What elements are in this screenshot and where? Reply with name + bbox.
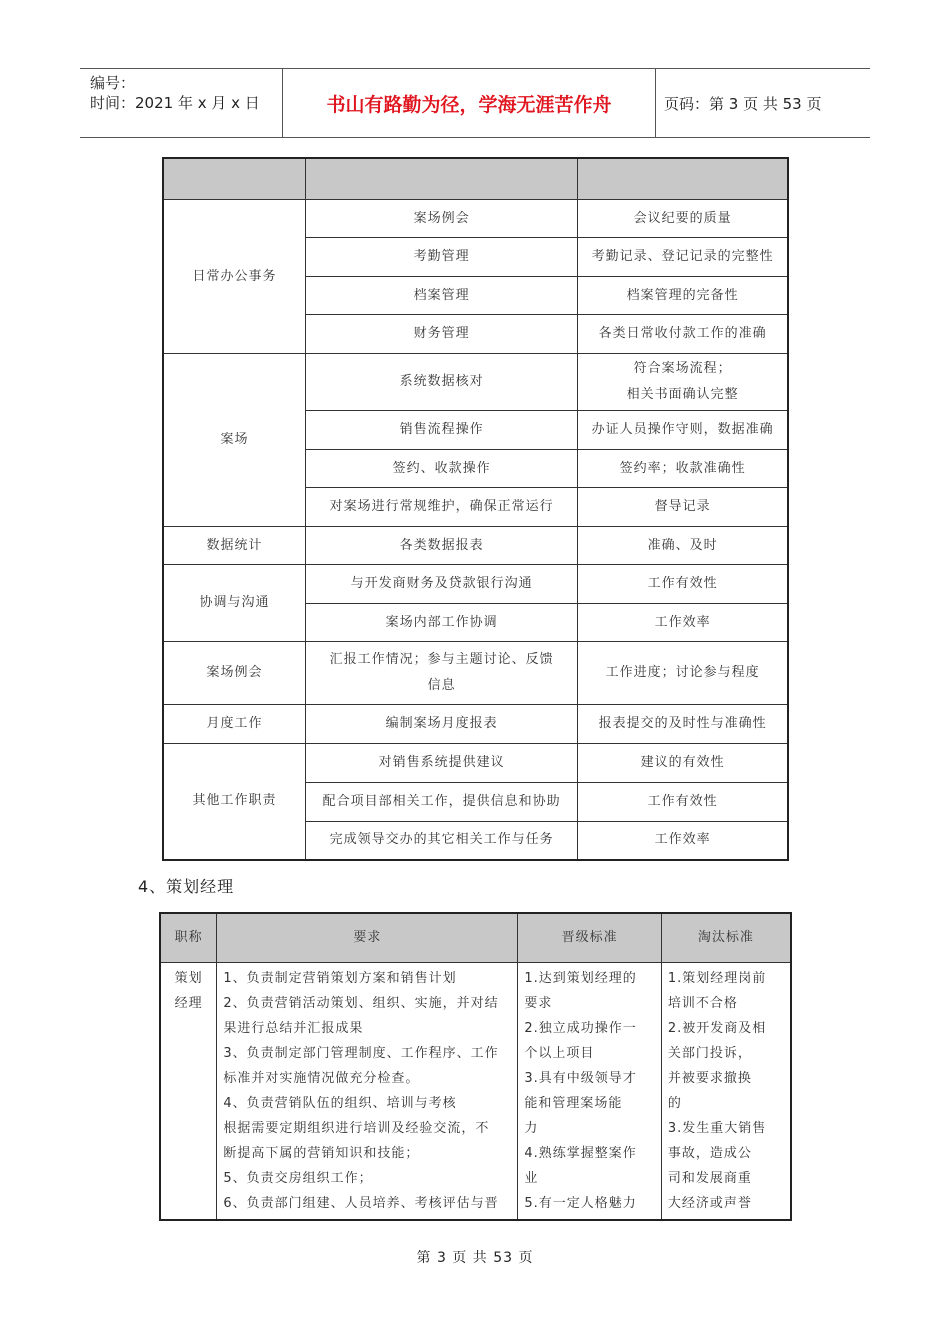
promotion-line: 能和管理案场能 — [524, 1096, 623, 1111]
task-cell: 销售流程操作 — [306, 411, 578, 450]
table-row — [163, 642, 788, 705]
task-cell: 考勤管理 — [306, 238, 578, 277]
requirement-line: 1、负责制定营销策划方案和销售计划 — [223, 971, 457, 986]
task-cell: 签约、收款操作 — [306, 450, 578, 488]
standard-cell — [578, 354, 788, 411]
promotion-line: 3.具有中级领导才 — [524, 1071, 637, 1086]
task-cell: 对案场进行常规维护，确保正常运行 — [306, 488, 578, 527]
standard-cell: 准确、及时 — [578, 527, 788, 565]
document-date: 时间：2021 年 x 月 x 日 — [90, 94, 260, 112]
standard-cell: 工作进度；讨论参与程度 — [578, 642, 788, 705]
page-footer: 第 3 页 共 53 页 — [416, 1250, 534, 1266]
requirement-line: 2、负责营销活动策划、组织、实施，并对结 — [223, 996, 499, 1011]
task-cell: 财务管理 — [306, 315, 578, 354]
duty-table — [162, 157, 789, 861]
requirement-line: 4、负责营销队伍的组织、培训与考核 — [223, 1096, 457, 1111]
elimination-cell — [661, 963, 791, 1221]
requirement-line: 6、负责部门组建、人员培养、考核评估与晋 — [223, 1196, 499, 1211]
task-cell: 配合项目部相关工作，提供信息和协助 — [306, 783, 578, 822]
category-cell: 案场例会 — [163, 642, 306, 705]
elimination-line: 关部门投诉， — [667, 1046, 752, 1061]
task-cell: 系统数据核对 — [306, 354, 578, 411]
task-cell: 各类数据报表 — [306, 527, 578, 565]
category-cell: 案场 — [163, 354, 306, 527]
standard-line: 符合案场流程； — [633, 361, 732, 376]
requirement-line: 果进行总结并汇报成果 — [223, 1021, 364, 1036]
standard-cell: 档案管理的完备性 — [578, 277, 788, 315]
promotion-line: 5.有一定人格魅力 — [524, 1196, 637, 1211]
header-cell — [306, 158, 578, 200]
standard-cell: 考勤记录、登记记录的完整性 — [578, 238, 788, 277]
planning-manager-table — [159, 912, 792, 1221]
promotion-line: 1.达到策划经理的 — [524, 971, 637, 986]
promotion-line: 个以上项目 — [524, 1046, 595, 1061]
task-cell: 编制案场月度报表 — [306, 705, 578, 744]
task-cell: 档案管理 — [306, 277, 578, 315]
elimination-line: 1.策划经理岗前 — [667, 971, 767, 986]
header-cell: 要求 — [217, 913, 518, 963]
standard-cell: 建议的有效性 — [578, 744, 788, 783]
table-row — [163, 744, 788, 783]
requirement-line: 5、负责交房组织工作； — [223, 1171, 373, 1186]
table-row — [163, 200, 788, 238]
document-number-label: 编号： — [90, 74, 136, 92]
promotion-cell — [518, 963, 662, 1221]
table-row — [163, 705, 788, 744]
elimination-line: 并被要求撤换 — [667, 1071, 752, 1086]
planning-table-header — [160, 913, 791, 963]
standard-cell: 督导记录 — [578, 488, 788, 527]
header-cell: 淘汰标准 — [661, 913, 791, 963]
promotion-line: 4.熟练掌握整案作 — [524, 1146, 637, 1161]
standard-cell: 工作有效性 — [578, 783, 788, 822]
header-cell — [578, 158, 788, 200]
promotion-line: 2.独立成功操作一 — [524, 1021, 637, 1036]
standard-cell: 办证人员操作守则，数据准确 — [578, 411, 788, 450]
category-cell: 其他工作职责 — [163, 744, 306, 860]
requirement-line: 断提高下属的营销知识和技能； — [223, 1146, 420, 1161]
title-line: 经理 — [174, 996, 203, 1011]
promotion-line: 力 — [524, 1121, 539, 1136]
task-cell: 案场内部工作协调 — [306, 604, 578, 642]
header-cell: 职称 — [160, 913, 217, 963]
category-cell: 月度工作 — [163, 705, 306, 744]
standard-cell: 工作效率 — [578, 604, 788, 642]
section-title: 4、策划经理 — [138, 877, 235, 896]
task-cell: 案场例会 — [306, 200, 578, 238]
standard-cell: 会议纪要的质量 — [578, 200, 788, 238]
page-header — [80, 68, 870, 138]
standard-line: 相关书面确认完整 — [626, 387, 739, 402]
task-cell: 完成领导交办的其它相关工作与任务 — [306, 822, 578, 860]
table-row — [163, 527, 788, 565]
elimination-line: 的 — [667, 1096, 682, 1111]
title-line: 策划 — [174, 971, 203, 986]
requirements-cell — [217, 963, 518, 1221]
table-row — [160, 963, 791, 1221]
promotion-line: 要求 — [524, 996, 553, 1011]
standard-cell: 工作效率 — [578, 822, 788, 860]
category-cell: 日常办公事务 — [163, 200, 306, 354]
duty-table-header — [163, 158, 788, 200]
promotion-line: 业 — [524, 1171, 539, 1186]
title-cell — [160, 963, 217, 1221]
requirement-line: 3、负责制定部门管理制度、工作程序、工作 — [223, 1046, 499, 1061]
header-motto: 书山有路勤为径，学海无涯苦作舟 — [283, 69, 656, 137]
elimination-line: 大经济或声誉 — [667, 1196, 752, 1211]
elimination-line: 事故，造成公 — [667, 1146, 752, 1161]
header-page-info: 页码：第 3 页 共 53 页 — [664, 94, 822, 113]
standard-cell: 签约率；收款准确性 — [578, 450, 788, 488]
requirement-line: 标准并对实施情况做充分检查。 — [223, 1071, 420, 1086]
task-cell: 汇报工作情况；参与主题讨论、反馈信息 — [306, 642, 578, 705]
header-cell: 晋级标准 — [518, 913, 662, 963]
standard-cell: 工作有效性 — [578, 565, 788, 604]
task-cell: 与开发商财务及贷款银行沟通 — [306, 565, 578, 604]
header-cell — [163, 158, 306, 200]
category-cell: 数据统计 — [163, 527, 306, 565]
standard-cell: 各类日常收付款工作的准确 — [578, 315, 788, 354]
table-row — [163, 565, 788, 604]
elimination-line: 3.发生重大销售 — [667, 1121, 767, 1136]
elimination-line: 培训不合格 — [667, 996, 738, 1011]
standard-cell: 报表提交的及时性与准确性 — [578, 705, 788, 744]
requirement-line: 根据需要定期组织进行培训及经验交流，不 — [223, 1121, 490, 1136]
elimination-line: 司和发展商重 — [667, 1171, 752, 1186]
header-meta — [80, 69, 283, 137]
category-cell: 协调与沟通 — [163, 565, 306, 642]
elimination-line: 2.被开发商及相 — [667, 1021, 767, 1036]
task-cell: 对销售系统提供建议 — [306, 744, 578, 783]
table-row — [163, 354, 788, 411]
